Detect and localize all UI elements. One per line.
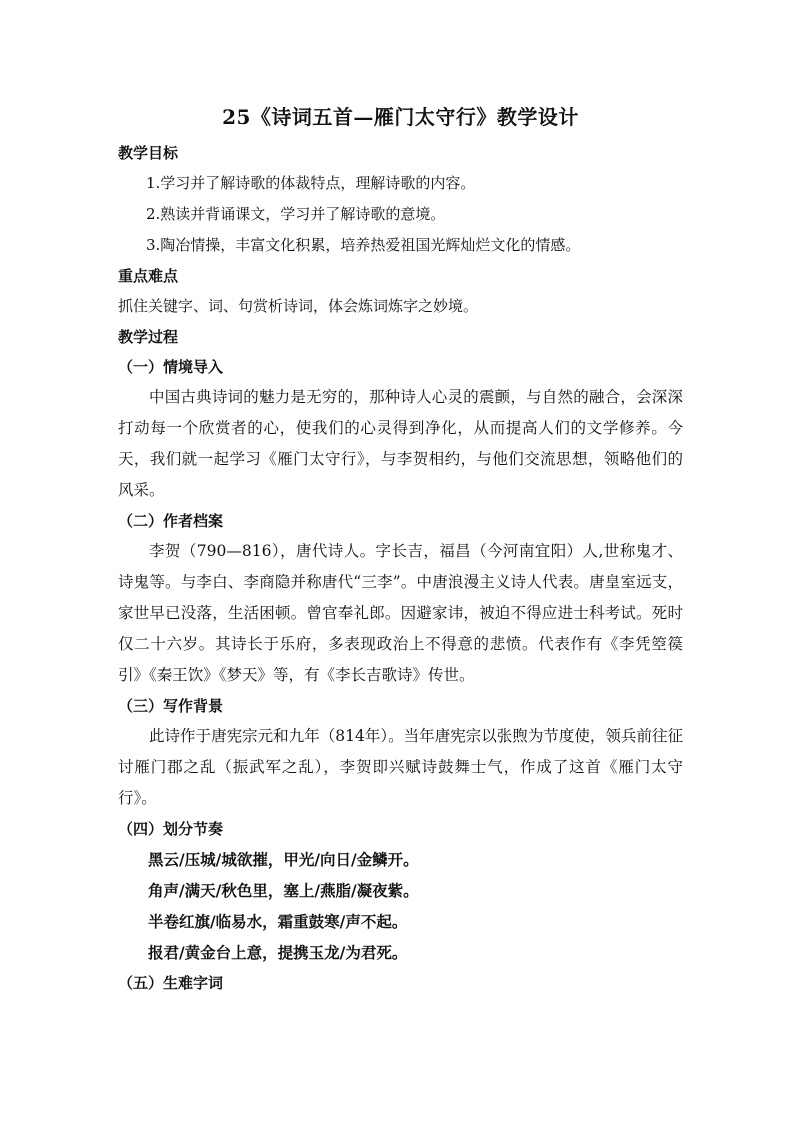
section-intro-heading: （一）情境导入: [118, 358, 224, 376]
goal-item: 3.陶冶情操，丰富文化积累，培养热爱祖国光辉灿烂文化的情感。: [146, 236, 581, 254]
rhythm-line: 黑云/压城/城欲摧，甲光/向日/金鳞开。: [148, 850, 419, 869]
section-author-heading: （二）作者档案: [118, 512, 224, 530]
section-author-text: 李贺（790—816），唐代诗人。字长吉，福昌（今河南宜阳）人,世称鬼才、诗鬼等。与李白、李商隐并称唐代“三李”。中唐浪漫主义诗人代表。唐皇室远支，家世早已没落，生活困顿。曾官奉礼郎。因避家讳，被迫不得应进士科考试。死时仅二十六岁。其诗长于乐府，多表现政治上不得意的悲愤。代表作有《李凭箜篌引》《秦王饮》《梦天》等，有《李长吉歌诗》传世。: [118, 542, 683, 684]
document-page: [118, 100, 683, 998]
key-points-heading: 重点难点: [118, 267, 179, 285]
key-points-text: 抓住关键字、词、句赏析诗词，体会炼词炼字之妙境。: [118, 297, 479, 315]
process-heading: 教学过程: [118, 328, 179, 346]
rhythm-line: 半卷红旗/临易水，霜重鼓寒/声不起。: [148, 912, 408, 931]
section-intro-text: 中国古典诗词的魅力是无穷的，那种诗人心灵的震颤，与自然的融合，会深深打动每一个欣赏者的心，使我们的心灵得到净化，从而提高人们的文学修养。今天，我们就一起学习《雁门太守行》，与李贺相约，与他们交流思想，领略他们的风采。: [118, 388, 683, 499]
section-background-text: 此诗作于唐宪宗元和九年（814年）。当年唐宪宗以张煦为节度使，领兵前往征讨雁门郡之乱（振武军之乱），李贺即兴赋诗鼓舞士气，作成了这首《雁门太守行》。: [118, 727, 683, 807]
section-vocab-heading: （五）生难字词: [118, 974, 224, 992]
section-background-heading: （三）写作背景: [118, 697, 224, 715]
rhythm-line: 报君/黄金台上意，提携玉龙/为君死。: [148, 943, 408, 962]
goals-heading: 教学目标: [118, 144, 179, 162]
document-title: 25《诗词五首—雁门太守行》教学设计: [222, 105, 579, 129]
goal-item: 1.学习并了解诗歌的体裁特点，理解诗歌的内容。: [146, 174, 476, 192]
rhythm-line: 角声/满天/秋色里，塞上/燕脂/凝夜紫。: [148, 881, 419, 900]
section-rhythm-heading: （四）划分节奏: [118, 820, 224, 838]
goal-item: 2.熟读并背诵课文，学习并了解诗歌的意境。: [146, 205, 446, 223]
